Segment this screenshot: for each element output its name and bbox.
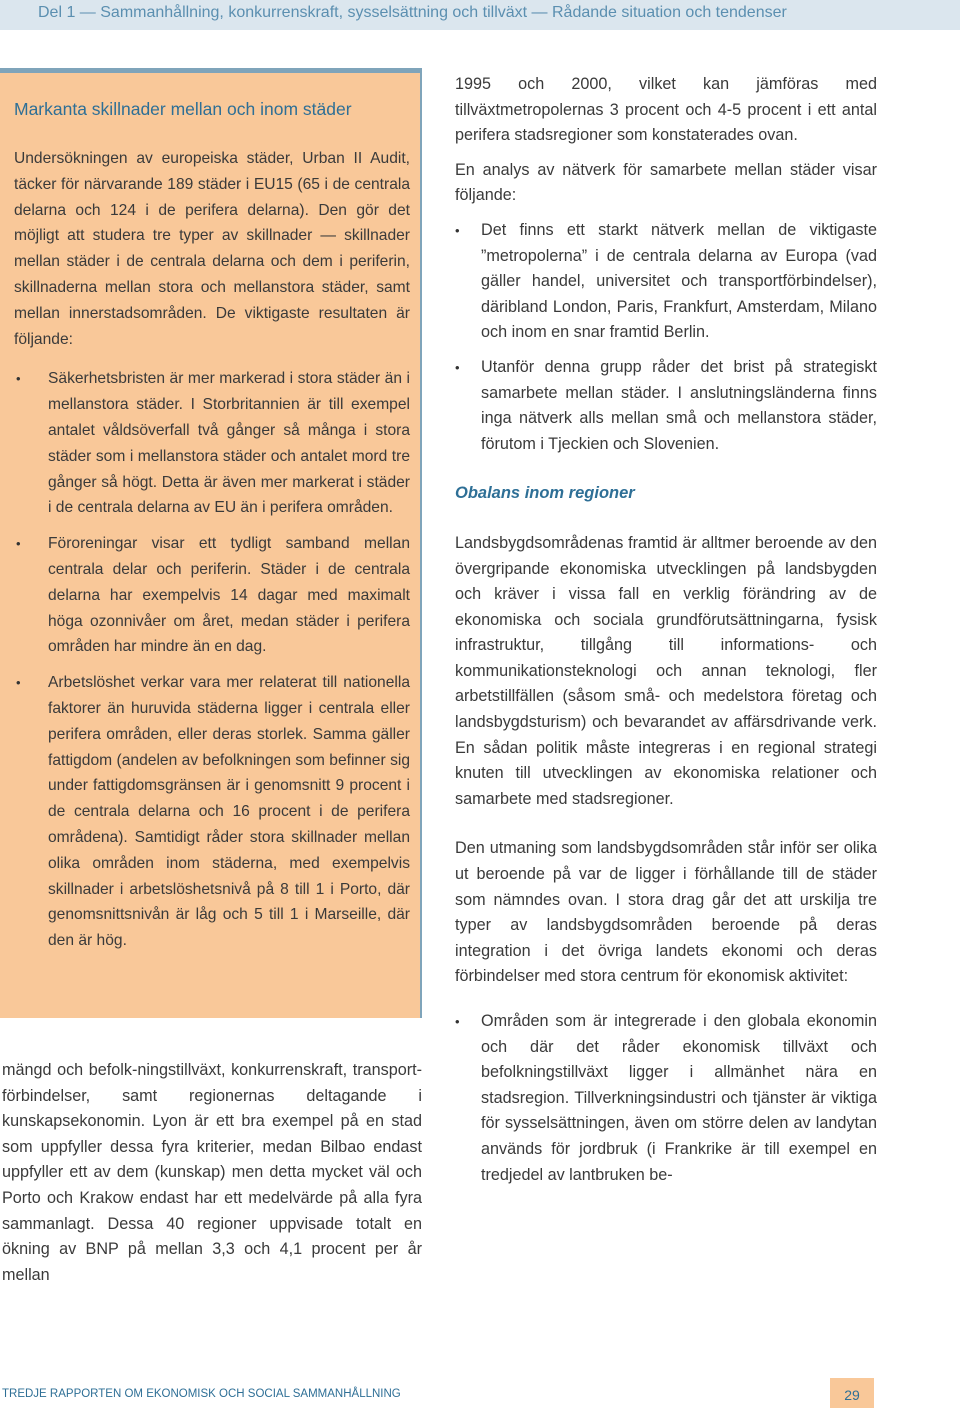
list-item bbox=[455, 218, 877, 346]
fact-box-bullet bbox=[14, 366, 410, 521]
fact-box-title: Markanta skillnader mellan och inom städer bbox=[14, 99, 352, 119]
bullet-icon: • bbox=[455, 359, 460, 375]
bullet-icon: • bbox=[16, 536, 21, 552]
paragraph: Landsbygdsområdenas framtid är alltmer beroende av den övergripande ekonomiska utvecklingen på landsbygden och kräver i vissa fall en verklig förändring av de ekonomiska och sociala grundförutsättningarna, fysisk infrastruktur, tillgång till informations- och kommunikationsteknologi och annan teknologi, fler arbetstillfällen (såsom små- och medelstora företag och landsbygdsturism) och bevarandet av affärsdrivande verk. En sådan politik måste integreras i en regional strategi knuten till utvecklingen av ekonomiska relationer och samarbete med stadsregioner. bbox=[455, 533, 877, 808]
fact-box-bullet bbox=[14, 531, 410, 660]
fact-box-bullet-list bbox=[14, 366, 410, 954]
running-header: Del 1 — Sammanhållning, konkurrenskraft, sysselsättning och tillväxt — Rådande situation och tendenser bbox=[38, 4, 787, 21]
fact-box-content bbox=[14, 99, 410, 964]
right-column bbox=[455, 72, 877, 1188]
bullet-icon: • bbox=[16, 675, 21, 691]
bullet-text: Säkerhetsbristen är mer markerad i stora städer än i mellanstora städer. I Storbritannien är till exempel antalet våldsöverfall två gånger så många i stora städer som i mellanstora städer och antalet mord tre gånger så högt. Detta är även mer markerat i städer i de centrala delarna av EU än i perifera områden. bbox=[48, 370, 410, 517]
bullet-icon: • bbox=[455, 1014, 460, 1029]
paragraph: Den utmaning som landsbygdsområden står inför ser olika ut beroende på var de ligger i förhållande till de städer som nämndes ovan. I stora drag går det att urskilja tre typer av landsbygdsområden beroende på deras integration i det övriga landets ekonomi och deras förbindelser med stora centrum för ekonomisk aktivitet: bbox=[455, 839, 877, 986]
paragraph: mängd och befolk-ningstillväxt, konkurrenskraft, transport-förbindelser, samt regionernas deltagande i kunskapsekonomin. Lyon är ett bra exempel på en stad som uppfyller dessa fyra kriterier, medan Bilbao endast uppfyller ett av dem (kunskap) men detta mycket väl och Porto och Krakow endast har ett medelvärde på alla fyra sammanlagt. Dessa 40 regioner uppvisade totalt en ökning av BNP på mellan 3,3 och 4,1 procent per år mellan bbox=[2, 1061, 422, 1284]
paragraph: 1995 och 2000, vilket kan jämföras med tillväxtmetropolernas 3 procent och 4-5 procent i ett antal perifera stadsregioner som konstaterades ovan. bbox=[455, 75, 877, 145]
bullet-icon: • bbox=[16, 371, 21, 387]
bullet-text: Arbetslöshet verkar vara mer relaterat till nationella faktorer än huruvida städerna ligger i centrala eller perifera områden, eller deras storlek. Samma gäller fattigdom (andelen av befolkningen som befinner sig under fattigdomsgränsen är i genomsnitt 9 procent i de centrala delarna och 16 procent i de perifera områdena). Samtidigt råder stora skillnader mellan olika områden inom städerna, med exempelvis skillnader i arbetslöshetsnivå på 8 till 1 i Porto, där genomsnittsnivån är låg och 5 till 1 i Marseille, där den är hög. bbox=[48, 674, 410, 950]
page-number: 29 bbox=[830, 1378, 874, 1408]
list-item bbox=[455, 355, 877, 457]
rural-bullet-list bbox=[455, 1009, 877, 1188]
fact-box-bullet bbox=[14, 670, 410, 954]
bullet-text: Föroreningar visar ett tydligt samband mellan centrala delar och periferin. Städer i de centrala delarna har exempelvis 14 dagar med maximalt höga ozonnivåer om året, medan städer i perifera områden har mindre än en dag. bbox=[48, 535, 410, 656]
footer-report-title: TREDJE RAPPORTEN OM EKONOMISK OCH SOCIAL SAMMANHÅLLNING bbox=[2, 1388, 401, 1400]
paragraph: En analys av nätverk för samarbete mellan städer visar följande: bbox=[455, 160, 877, 205]
section-heading: Obalans inom regioner bbox=[455, 484, 635, 503]
bullet-icon: • bbox=[455, 222, 460, 238]
fact-box bbox=[0, 68, 422, 1018]
bullet-text: Utanför denna grupp råder det brist på strategiskt samarbete mellan städer. I anslutningsländerna finns inga nätverk alls mellan små och mellanstora städer, förutom i Tjeckien och Slovenien. bbox=[481, 357, 877, 453]
network-bullet-list bbox=[455, 218, 877, 457]
bullet-text: Det finns ett starkt nätverk mellan de viktigaste ”metropolerna” i de centrala delarna av Europa (vad gäller handel, universitet och transportförbindelser), däribland London, Paris, Frankfurt, Amsterdam, Milano och inom en snar framtid Berlin. bbox=[481, 220, 877, 342]
left-column-text bbox=[2, 1058, 422, 1288]
list-item bbox=[455, 1009, 877, 1188]
fact-box-intro: Undersökningen av europeiska städer, Urban II Audit, täcker för närvarande 189 städer i EU15 (65 i de centrala delarna och 124 i de perifera delarna). Den gör det möjligt att studera tre typer av skillnader — skillnader mellan städer i de centrala delarna och dem i periferin, skillnaderna mellan stora och mellanstora städer, samt mellan innerstadsområden. De viktigaste resultaten är följande: bbox=[14, 150, 410, 348]
bullet-text: Områden som är integrerade i den globala ekonomin och där det råder ekonomisk tillväxt och befolkningstillväxt ligger i allmänhet nära en stadsregion. Tillverkningsindustri och tjänster är viktiga för sysselsättningen, även om större delen av landytan används för jordbruk (i Frankrike är till exempel en tredjedel av lantbruken be- bbox=[481, 1012, 877, 1184]
